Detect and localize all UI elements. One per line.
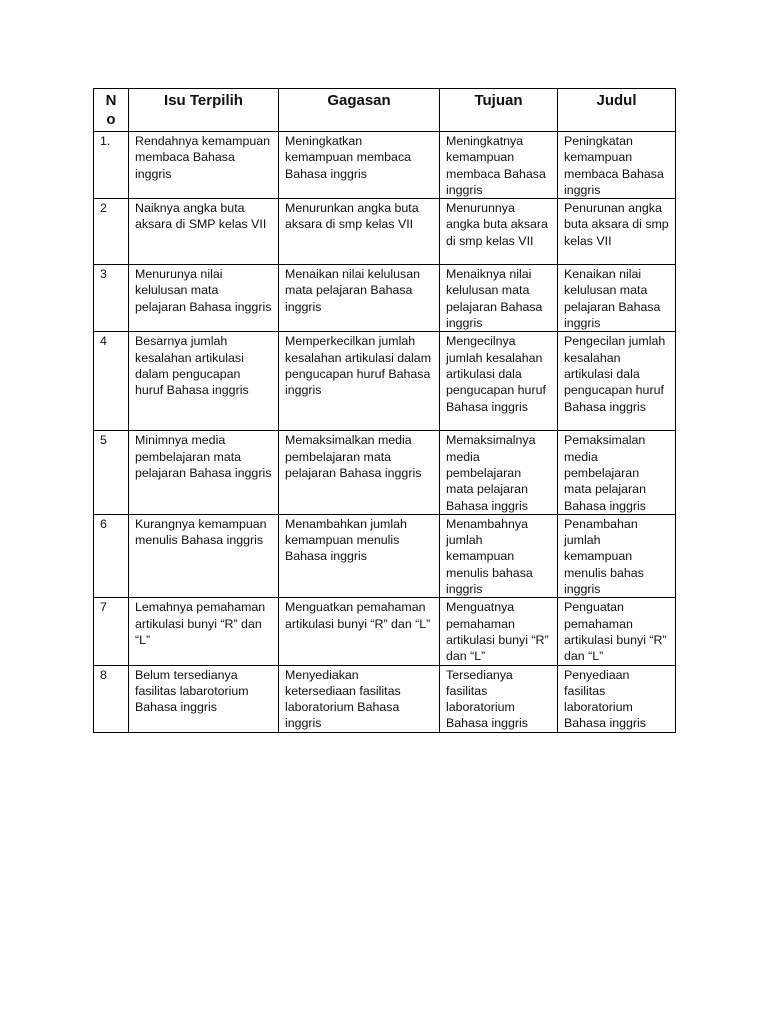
cell-tujuan: Menaiknya nilai kelulusan mata pelajaran Bahasa inggris <box>440 265 558 332</box>
header-no: No <box>94 89 129 132</box>
cell-tujuan: Meningkatnya kemampuan membaca Bahasa inggris <box>440 132 558 199</box>
table-row <box>94 132 676 199</box>
cell-judul: Kenaikan nilai kelulusan mata pelajaran Bahasa inggris <box>558 265 676 332</box>
cell-gagasan: Memperkecilkan jumlah kesalahan artikulasi dalam pengucapan huruf Bahasa inggris <box>279 332 440 431</box>
cell-tujuan: Memaksimalnya media pembelajaran mata pelajaran Bahasa inggris <box>440 431 558 514</box>
row-number: 6 <box>94 514 129 597</box>
table-row <box>94 265 676 332</box>
row-number: 4 <box>94 332 129 431</box>
row-number: 1. <box>94 132 129 199</box>
cell-judul: Pemaksimalan media pembelajaran mata pelajaran Bahasa inggris <box>558 431 676 514</box>
cell-isu: Menurunya nilai kelulusan mata pelajaran Bahasa inggris <box>129 265 279 332</box>
row-number: 2 <box>94 199 129 265</box>
cell-judul: Penguatan pemahaman artikulasi bunyi “R” dan “L” <box>558 598 676 665</box>
cell-tujuan: Menambahnya jumlah kemampuan menulis bahasa inggris <box>440 514 558 597</box>
cell-isu: Rendahnya kemampuan membaca Bahasa inggris <box>129 132 279 199</box>
cell-gagasan: Meningkatkan kemampuan membaca Bahasa inggris <box>279 132 440 199</box>
cell-gagasan: Menurunkan angka buta aksara di smp kelas VII <box>279 199 440 265</box>
row-number: 3 <box>94 265 129 332</box>
cell-judul: Pengecilan jumlah kesalahan artikulasi dala pengucapan huruf Bahasa inggris <box>558 332 676 431</box>
cell-gagasan: Menambahkan jumlah kemampuan menulis Bahasa inggris <box>279 514 440 597</box>
row-number: 5 <box>94 431 129 514</box>
cell-isu: Minimnya media pembelajaran mata pelajaran Bahasa inggris <box>129 431 279 514</box>
cell-gagasan: Memaksimalkan media pembelajaran mata pelajaran Bahasa inggris <box>279 431 440 514</box>
cell-gagasan: Menguatkan pemahaman artikulasi bunyi “R” dan “L” <box>279 598 440 665</box>
cell-judul: Penyediaan fasilitas laboratorium Bahasa inggris <box>558 665 676 732</box>
cell-isu: Besarnya jumlah kesalahan artikulasi dalam pengucapan huruf Bahasa inggris <box>129 332 279 431</box>
header-row <box>94 89 676 132</box>
cell-tujuan: Tersedianya fasilitas laboratorium Bahasa inggris <box>440 665 558 732</box>
cell-tujuan: Menurunnya angka buta aksara di smp kelas VII <box>440 199 558 265</box>
table-body <box>94 132 676 733</box>
table-header <box>94 89 676 132</box>
cell-gagasan: Menyediakan ketersediaan fasilitas laboratorium Bahasa inggris <box>279 665 440 732</box>
cell-isu: Lemahnya pemahaman artikulasi bunyi “R” dan “L” <box>129 598 279 665</box>
cell-tujuan: Mengecilnya jumlah kesalahan artikulasi dala pengucapan huruf Bahasa inggris <box>440 332 558 431</box>
cell-isu: Belum tersedianya fasilitas labarotorium Bahasa inggris <box>129 665 279 732</box>
cell-judul: Peningkatan kemampuan membaca Bahasa inggris <box>558 132 676 199</box>
issues-table <box>93 88 676 733</box>
cell-isu: Kurangnya kemampuan menulis Bahasa inggris <box>129 514 279 597</box>
header-tujuan: Tujuan <box>440 89 558 132</box>
table-row <box>94 199 676 265</box>
header-judul: Judul <box>558 89 676 132</box>
table-row <box>94 665 676 732</box>
header-isu-terpilih: Isu Terpilih <box>129 89 279 132</box>
cell-judul: Penambahan jumlah kemampuan menulis bahas inggris <box>558 514 676 597</box>
table-row <box>94 332 676 431</box>
row-number: 8 <box>94 665 129 732</box>
cell-tujuan: Menguatnya pemahaman artikulasi bunyi “R” dan “L” <box>440 598 558 665</box>
table-row <box>94 431 676 514</box>
cell-judul: Penurunan angka buta aksara di smp kelas VII <box>558 199 676 265</box>
table-row <box>94 514 676 597</box>
table-row <box>94 598 676 665</box>
header-gagasan: Gagasan <box>279 89 440 132</box>
cell-gagasan: Menaikan nilai kelulusan mata pelajaran Bahasa inggris <box>279 265 440 332</box>
row-number: 7 <box>94 598 129 665</box>
cell-isu: Naiknya angka buta aksara di SMP kelas VII <box>129 199 279 265</box>
